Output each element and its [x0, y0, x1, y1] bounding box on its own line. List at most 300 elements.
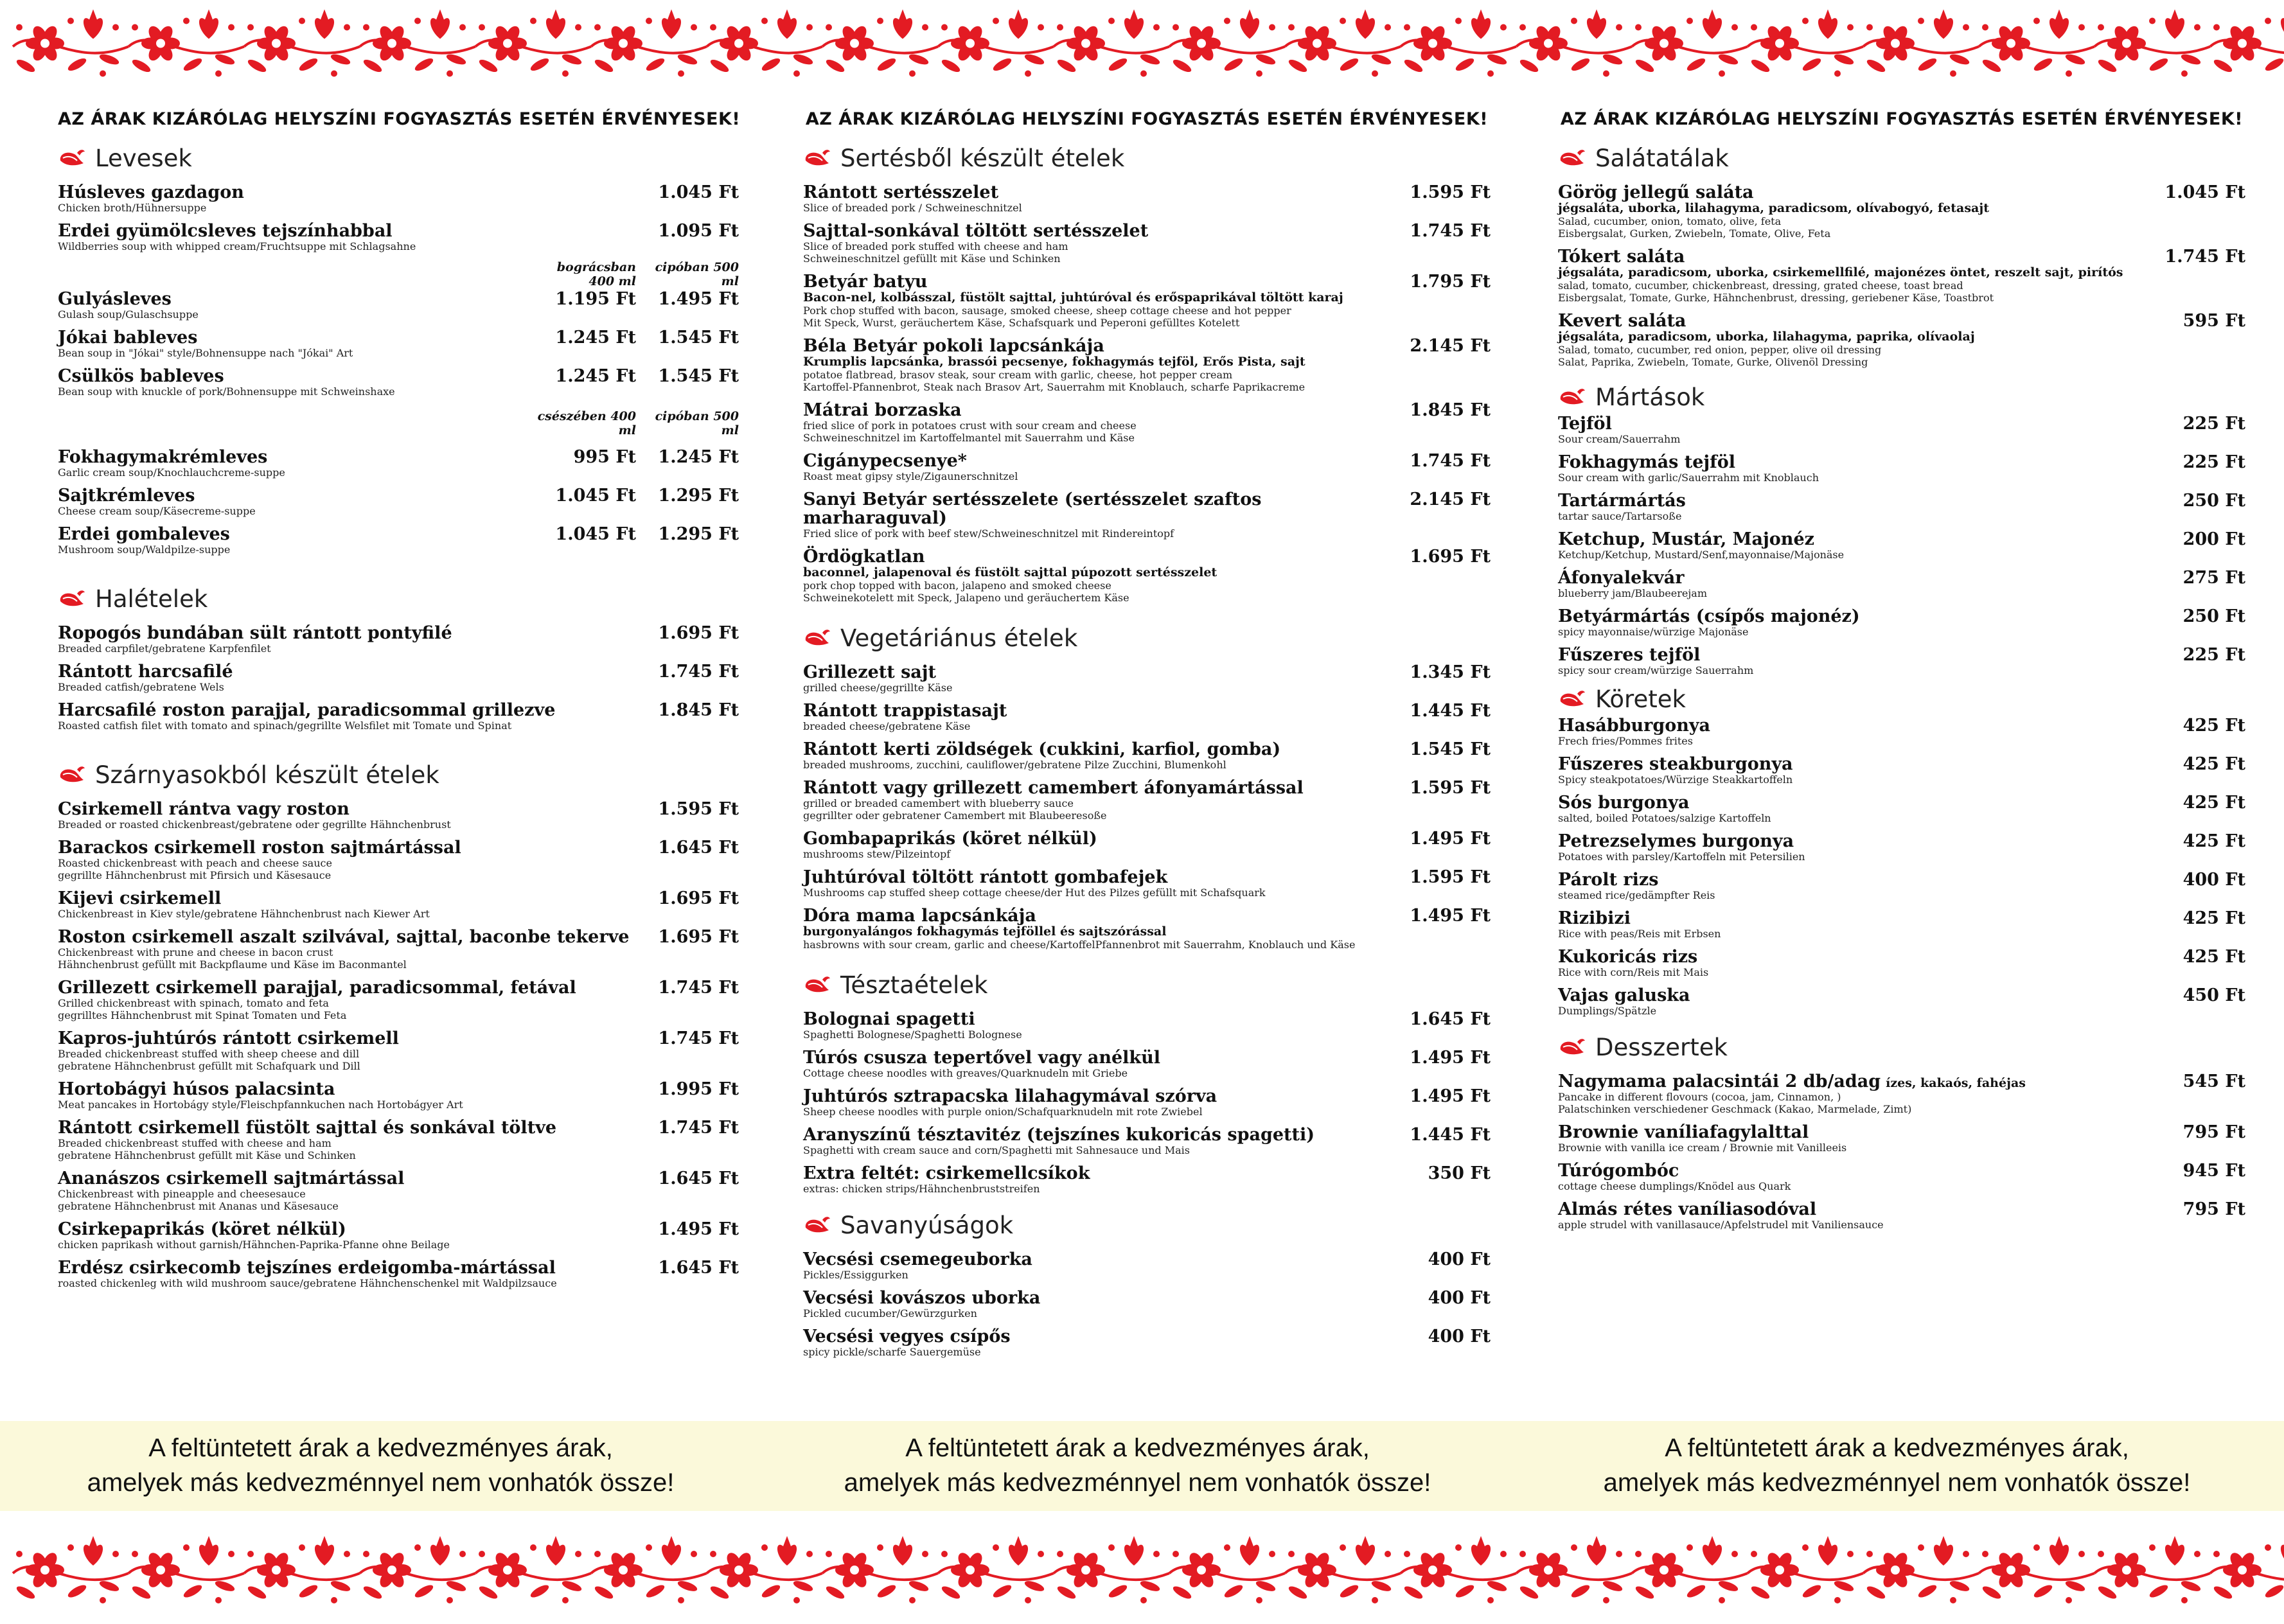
item-description: cottage cheese dumplings/Knödel aus Quark: [1558, 1180, 1791, 1192]
item-price: 225 Ft: [2182, 452, 2245, 472]
item-price: 425 Ft: [2182, 754, 2245, 774]
menu-item: [1558, 755, 2245, 786]
size-header: [58, 260, 739, 288]
item-price: 1.595 Ft: [658, 799, 739, 819]
menu-item: [1558, 414, 2245, 445]
pepper-icon: [803, 1214, 831, 1237]
item-price: 1.495 Ft: [1410, 906, 1491, 926]
item-description: salted, boiled Potatoes/salzige Kartoffeln: [1558, 812, 1771, 824]
item-price: 250 Ft: [2182, 491, 2245, 511]
item-name: Sajttal-sonkával töltött sertésszelet: [803, 221, 1149, 241]
item-price: 1.495 Ft: [1410, 1048, 1491, 1068]
section-martasok: [1558, 382, 2245, 676]
size-label: bográcsban 400 ml: [556, 260, 636, 288]
item-price: 1.245 Ft: [555, 328, 636, 348]
item-price: 1.695 Ft: [658, 623, 739, 643]
menu-item: [1558, 1200, 2245, 1231]
menu-item: [58, 1118, 739, 1161]
item-price: 400 Ft: [1428, 1249, 1491, 1269]
item-name: Nagymama palacsintái 2 db/adag ízes, kakaós, fahéjas: [1558, 1072, 2026, 1091]
item-price: 1.045 Ft: [658, 182, 739, 202]
item-name: Vajas galuska: [1558, 985, 1690, 1005]
section-title: Tésztaételek: [840, 971, 988, 999]
menu-item: [1558, 948, 2245, 978]
item-name: Vecsési vegyes csípős: [803, 1327, 1011, 1346]
section-title: Halételek: [95, 585, 208, 613]
floral-motif: [360, 1536, 475, 1603]
item-price: 1.795 Ft: [1410, 272, 1491, 292]
floral-motif: [360, 10, 475, 77]
floral-motif: [13, 1536, 128, 1603]
item-name: Extra feltét: csirkemellcsíkok: [803, 1163, 1090, 1183]
section-title: Köretek: [1595, 685, 1686, 713]
item-price: 400 Ft: [1428, 1327, 1491, 1346]
item-description: Grilled chickenbreast with spinach, tomato and feta gegrilltes Hähnchenbrust mit Spinat Tomaten und Feta: [58, 997, 347, 1021]
menu-item: [1558, 870, 2245, 901]
item-name: Fűszeres tejföl: [1558, 645, 1701, 665]
item-description: mushrooms stew/Pilzeintopf: [803, 848, 951, 860]
item-name: Cigánypecsenye*: [803, 451, 967, 471]
item-description: Breaded chickenbreast stuffed with sheep cheese and dill gebratene Hähnchenbrust gefüllt mit Schafquark und Dill: [58, 1048, 360, 1072]
section-title: Mártások: [1595, 383, 1705, 411]
item-name: Vecsési csemegeuborka: [803, 1249, 1032, 1269]
menu-item: [1558, 607, 2245, 638]
menu-item: [1558, 183, 2245, 240]
menu-item: [58, 624, 739, 655]
item-name: Rántott trappistasajt: [803, 701, 1007, 721]
menu-item: [58, 290, 739, 321]
floral-motif: [2094, 1536, 2210, 1603]
item-description: Roast meat gipsy style/Zigaunerschnitzel: [803, 470, 1018, 482]
item-description: Breaded catfish/gebratene Wels: [58, 681, 224, 693]
item-name: Fokhagymás tejföl: [1558, 452, 1736, 472]
item-ingredients: Bacon-nel, kolbásszal, füstölt sajttal, juhtúróval és erőspaprikával töltött karaj: [803, 290, 1343, 304]
item-name: Jókai bableves: [58, 328, 198, 348]
item-description: Rice with peas/Reis mit Erbsen: [1558, 928, 1721, 940]
menu-item: [803, 868, 1491, 899]
menu-item: [58, 701, 739, 732]
item-name: Sós burgonya: [1558, 793, 1690, 813]
item-description: Wildberries soup with whipped cream/Fruchtsuppe mit Schlagsahne: [58, 240, 416, 252]
pepper-icon: [803, 626, 831, 649]
item-price: 1.045 Ft: [555, 486, 636, 506]
item-price: 595 Ft: [2182, 311, 2245, 331]
pepper-icon: [58, 587, 86, 610]
menu-item: [58, 889, 739, 920]
menu-item: [1558, 1072, 2245, 1115]
menu-item: [58, 1080, 739, 1111]
item-name: Tejföl: [1558, 414, 1612, 434]
item-description: Garlic cream soup/Knochlauchcreme-suppe: [58, 466, 285, 479]
pepper-icon: [803, 973, 831, 996]
item-description: Fried slice of pork with beef stew/Schweineschnitzel mit Rindereintopf: [803, 527, 1174, 540]
item-price: 1.495 Ft: [658, 1219, 739, 1239]
item-price: 1.495 Ft: [1410, 829, 1491, 849]
item-price: 1.545 Ft: [658, 328, 739, 348]
item-description: Dumplings/Spätzle: [1558, 1005, 1657, 1017]
floral-motif: [128, 10, 244, 77]
item-price: 1.645 Ft: [658, 1258, 739, 1278]
item-description: Slice of breaded pork stuffed with cheese and ham Schweineschnitzel gefüllt mit Käse und Schinken: [803, 240, 1068, 265]
item-name: Juhtúróval töltött rántott gombafejek: [803, 867, 1168, 887]
item-price: 1.295 Ft: [658, 486, 739, 506]
item-price: 1.045 Ft: [2164, 182, 2245, 202]
item-price: 425 Ft: [2182, 908, 2245, 928]
pepper-icon: [1558, 146, 1586, 170]
floral-motif: [1516, 1536, 1632, 1603]
item-description: Chickenbreast with pineapple and cheesesauce gebratene Hähnchenbrust mit Ananas und Käsesauce: [58, 1188, 339, 1212]
item-name: Roston csirkemell aszalt szilvával, sajttal, baconbe tekerve: [58, 927, 630, 947]
item-name: Hasábburgonya: [1558, 716, 1711, 736]
item-description: Pancake in different flovours (cocoa, jam, Cinnamon, ) Palatschinken verschiedener Geschmack (Kakao, Marmelade, Zimt): [1558, 1091, 1912, 1115]
item-description: pork chop topped with bacon, jalapeno and smoked cheese Schweinekotelett mit Speck, Jalapeno und geräuchertem Käse: [803, 579, 1129, 604]
floral-motif: [707, 10, 822, 77]
item-name: Sanyi Betyár sertésszelete (sertésszelet szaftos marharaguval): [803, 490, 1262, 528]
item-description: Breaded chickenbreast stuffed with cheese and ham gebratene Hähnchenbrust gefüllt mit Käse und Schinken: [58, 1137, 356, 1161]
floral-motif: [13, 10, 128, 77]
floral-motif: [1863, 10, 1979, 77]
item-price: 795 Ft: [2182, 1199, 2245, 1219]
item-description: Bean soup with knuckle of pork/Bohnensuppe mit Schweinshaxe: [58, 385, 395, 398]
item-price: 400 Ft: [1428, 1288, 1491, 1308]
item-description: Sour cream/Sauerrahm: [1558, 433, 1681, 445]
section-salatatalak: [1558, 143, 2245, 368]
menu-item: [58, 662, 739, 693]
floral-motif: [1401, 1536, 1516, 1603]
item-price: 1.745 Ft: [658, 1028, 739, 1048]
floral-ornament-icon: [0, 0, 2284, 93]
floral-motif: [1054, 10, 1169, 77]
section-title: Levesek: [95, 144, 192, 172]
item-name: Kevert saláta: [1558, 311, 1686, 331]
menu-item: [58, 525, 739, 556]
floral-motif: [128, 1536, 244, 1603]
item-name: Erdész csirkecomb tejszínes erdeigomba-mártással: [58, 1258, 556, 1278]
ornament-border-top: [0, 0, 2284, 93]
item-ingredients: jégsaláta, paradicsom, uborka, csirkemellfilé, majonézes öntet, reszelt sajt, pirítós: [1558, 265, 2123, 279]
menu-item: [1558, 453, 2245, 484]
item-name: Gulyásleves: [58, 289, 172, 309]
menu-item: [58, 1258, 739, 1289]
item-name: Kukoricás rizs: [1558, 947, 1698, 967]
item-price: 1.295 Ft: [658, 524, 739, 544]
item-price: 1.495 Ft: [658, 289, 739, 309]
item-description: Pork chop stuffed with bacon, sausage, smoked cheese, sheep cottage cheese and hot pepper Mit Speck, Wurst, geräuchertem Käse, Schafsquark und Peperoni gefülltes Kotelett: [803, 304, 1291, 329]
menu-item: [803, 222, 1491, 265]
item-price: 795 Ft: [2182, 1122, 2245, 1142]
item-description: Potatoes with parsley/Kartoffeln mit Petersilien: [1558, 851, 1805, 863]
item-description: chicken paprikash without garnish/Hähnchen-Paprika-Pfanne ohne Beilage: [58, 1239, 450, 1251]
floral-ornament-icon: [0, 1522, 2284, 1624]
floral-motif: [1285, 1536, 1401, 1603]
pepper-icon: [1558, 385, 1586, 409]
menu-item: [58, 486, 739, 517]
menu-item: [58, 328, 739, 359]
item-description: Mushroom soup/Waldpilze-suppe: [58, 543, 231, 556]
item-price: 400 Ft: [2182, 870, 2245, 890]
item-name: Kapros-juhtúrós rántott csirkemell: [58, 1028, 399, 1048]
item-price: 425 Ft: [2182, 793, 2245, 813]
notice-text: AZ ÁRAK KIZÁRÓLAG HELYSZÍNI FOGYASZTÁS ESETÉN ÉRVÉNYESEK!: [1560, 109, 2244, 129]
section-levesek: [58, 143, 739, 556]
menu-item: [803, 1327, 1491, 1358]
floral-motif: [1748, 10, 1863, 77]
pepper-icon: [803, 146, 831, 170]
item-name: Juhtúrós sztrapacska lilahagymával szórva: [803, 1086, 1217, 1106]
item-description: Cottage cheese noodles with greaves/Quarknudeln mit Griebe: [803, 1067, 1128, 1079]
menu-item: [803, 779, 1491, 822]
item-name: Rántott csirkemell füstölt sajttal és sonkával töltve: [58, 1118, 557, 1138]
item-description: Meat pancakes in Hortobágy style/Fleischpfannkuchen nach Hortobágyer Art: [58, 1099, 463, 1111]
item-name: Hortobágyi húsos palacsinta: [58, 1079, 335, 1099]
floral-motif: [1979, 10, 2094, 77]
floral-motif: [1979, 1536, 2094, 1603]
menu-item: [1558, 832, 2245, 863]
item-name-note: ízes, kakaós, fahéjas: [1886, 1076, 2026, 1090]
floral-motif: [591, 10, 707, 77]
menu-item: [803, 1125, 1491, 1156]
item-name: Fokhagymakrémleves: [58, 447, 268, 467]
section-savanyusag: [803, 1210, 1491, 1358]
floral-motif: [707, 1536, 822, 1603]
menu-item: [803, 663, 1491, 694]
floral-motif: [2210, 10, 2284, 77]
item-name: Barackos csirkemell roston sajtmártással: [58, 838, 461, 858]
menu-item: [803, 337, 1491, 393]
item-description: Sheep cheese noodles with purple onion/Schafquarknudeln mit rote Zwiebel: [803, 1106, 1203, 1118]
size-label: cipóban 500 ml: [655, 260, 739, 288]
item-description: Pickled cucumber/Gewürzgurken: [803, 1307, 977, 1320]
item-price: 1.745 Ft: [658, 978, 739, 998]
item-description: apple strudel with vanillasauce/Apfelstrudel mit Vaniliensauce: [1558, 1219, 1884, 1231]
item-price: 200 Ft: [2182, 529, 2245, 549]
menu-item: [803, 547, 1491, 604]
item-name: Kijevi csirkemell: [58, 888, 222, 908]
menu-item: [803, 829, 1491, 860]
floral-motif: [1054, 1536, 1169, 1603]
item-name: Csirkemell rántva vagy roston: [58, 799, 350, 819]
item-description: tartar sauce/Tartarsoße: [1558, 510, 1682, 522]
item-description: Frech fries/Pommes frites: [1558, 735, 1693, 747]
pepper-icon: [1558, 1036, 1586, 1059]
item-description: Pickles/Essiggurken: [803, 1269, 908, 1281]
item-name: Húsleves gazdagon: [58, 182, 244, 202]
item-price: 945 Ft: [2182, 1161, 2245, 1181]
item-description: Roasted catfish filet with tomato and spinach/gegrillte Welsfilet mit Tomate und Spinat: [58, 719, 512, 732]
item-description: roasted chickenleg with wild mushroom sauce/gebratene Hähnchenschenkel mit Waldpilzsauce: [58, 1277, 557, 1289]
floral-motif: [1748, 1536, 1863, 1603]
item-description: Chickenbreast in Kiev style/gebratene Hähnchenbrust nach Kiewer Art: [58, 908, 430, 920]
floral-motif: [1516, 10, 1632, 77]
menu-item: [1558, 986, 2245, 1017]
pepper-icon: [58, 763, 86, 786]
floral-motif: [1632, 1536, 1748, 1603]
item-name: Petrezselymes burgonya: [1558, 831, 1794, 851]
menu-item: [1558, 569, 2245, 599]
item-price: 1.695 Ft: [658, 888, 739, 908]
item-name: Tókert saláta: [1558, 247, 1685, 267]
item-price: 1.995 Ft: [658, 1079, 739, 1099]
section-title: Desszertek: [1595, 1033, 1728, 1061]
size-label: cipóban 500 ml: [655, 409, 739, 437]
floral-motif: [2210, 1536, 2284, 1603]
item-description: Gulash soup/Gulaschsuppe: [58, 308, 199, 321]
item-name: Betyármártás (csípős majonéz): [1558, 606, 1860, 626]
item-ingredients: jégsaláta, paradicsom, uborka, lilahagyma, paprika, olívaolaj: [1558, 330, 1975, 344]
item-description: extras: chicken strips/Hähnchenbruststreifen: [803, 1183, 1040, 1195]
menu-item: [1558, 793, 2245, 824]
menu-column-1: [58, 109, 739, 1318]
menu-item: [803, 1289, 1491, 1320]
item-description: Chicken broth/Hühnersuppe: [58, 202, 207, 214]
disclaimer-text: A feltüntetett árak a kedvezményes árak, amelyek más kedvezménnyel nem vonhatók össze!: [844, 1434, 1431, 1497]
disclaimer-text: A feltüntetett árak a kedvezményes árak, amelyek más kedvezménnyel nem vonhatók össze!: [1603, 1434, 2191, 1497]
item-price: 1.845 Ft: [1410, 400, 1491, 420]
menu-item: [803, 906, 1491, 951]
item-name: Rántott harcsafilé: [58, 662, 233, 682]
menu-item: [803, 490, 1491, 540]
menu-item: [1558, 646, 2245, 676]
item-name: Görög jellegű saláta: [1558, 182, 1754, 202]
item-description: Roasted chickenbreast with peach and cheese sauce gegrillte Hähnchenbrust mit Pfirsich und Käsesauce: [58, 857, 332, 881]
item-description: Brownie with vanilla ice cream / Brownie mit Vanilleeis: [1558, 1142, 1847, 1154]
menu-item: [58, 800, 739, 831]
menu-item: [1558, 909, 2245, 940]
item-price: 545 Ft: [2182, 1072, 2245, 1091]
item-description: Chickenbreast with prune and cheese in bacon crust Hähnchenbrust gefüllt mit Backpflaume und Käse im Baconmantel: [58, 946, 407, 971]
item-name: Csülkös bableves: [58, 366, 224, 386]
item-name: Aranyszínű tésztavitéz (tejszínes kukoricás spagetti): [803, 1125, 1315, 1145]
item-description: Spaghetti Bolognese/Spaghetti Bolognese: [803, 1028, 1022, 1041]
floral-motif: [1169, 1536, 1285, 1603]
menu-item: [803, 1048, 1491, 1079]
item-description: Spaghetti with cream sauce and corn/Spaghetti mit Sahnesauce und Mais: [803, 1144, 1190, 1156]
item-description: Breaded carpfilet/gebratene Karpfenfilet: [58, 642, 271, 655]
floral-motif: [822, 10, 938, 77]
notice-text: AZ ÁRAK KIZÁRÓLAG HELYSZÍNI FOGYASZTÁS ESETÉN ÉRVÉNYESEK!: [58, 109, 741, 129]
floral-motif: [1401, 10, 1516, 77]
floral-motif: [938, 1536, 1054, 1603]
menu-item: [1558, 312, 2245, 368]
item-name: Grillezett sajt: [803, 662, 937, 682]
item-price: 275 Ft: [2182, 568, 2245, 588]
section-tesztaetelek: [803, 970, 1491, 1195]
item-ingredients: jégsaláta, uborka, lilahagyma, paradicsom, olívabogyó, fetasajt: [1558, 201, 1989, 215]
item-price: 1.345 Ft: [1410, 662, 1491, 682]
floral-motif: [1169, 10, 1285, 77]
item-price: 425 Ft: [2182, 947, 2245, 967]
item-description: Cheese cream soup/Käsecreme-suppe: [58, 505, 256, 517]
item-price: 1.745 Ft: [2164, 247, 2245, 267]
size-header: [58, 409, 739, 437]
item-name: Betyár batyu: [803, 272, 928, 292]
item-name: Ördögkatlan: [803, 547, 925, 567]
floral-motif: [822, 1536, 938, 1603]
item-name: Túrógombóc: [1558, 1161, 1679, 1181]
menu-item: [58, 838, 739, 881]
section-vegetarianus: [803, 623, 1491, 951]
item-description: fried slice of pork in potatoes crust with sour cream and cheese Schweineschnitzel im Kartoffelmantel mit Sauerrahm und Käse: [803, 419, 1137, 444]
menu-item: [803, 401, 1491, 444]
menu-item: [803, 1250, 1491, 1281]
floral-motif: [244, 1536, 360, 1603]
disclaimer-text: A feltüntetett árak a kedvezményes árak, amelyek más kedvezménnyel nem vonhatók össze!: [87, 1434, 675, 1497]
section-desszertek: [1558, 1032, 2245, 1231]
menu-item: [803, 1087, 1491, 1118]
item-name: Túrós csusza tepertővel vagy anélkül: [803, 1048, 1161, 1068]
size-label: csészében 400 ml: [537, 409, 636, 437]
item-price: 250 Ft: [2182, 606, 2245, 626]
item-name: Sajtkrémleves: [58, 486, 195, 506]
item-ingredients: burgonyalángos fokhagymás tejföllel és sajtszórással: [803, 924, 1167, 939]
item-price: 1.645 Ft: [658, 838, 739, 858]
section-koretek: [1558, 684, 2245, 1017]
menu-item: [1558, 530, 2245, 561]
section-title: Vegetáriánus ételek: [840, 624, 1078, 652]
item-description: spicy mayonnaise/würzige Majonäse: [1558, 626, 1749, 638]
item-description: spicy sour cream/würzige Sauerrahm: [1558, 664, 1754, 676]
item-price: 425 Ft: [2182, 831, 2245, 851]
item-description: grilled cheese/gegrillte Käse: [803, 682, 953, 694]
item-name: Harcsafilé roston parajjal, paradicsommal grillezve: [58, 700, 556, 720]
menu-column-2: [803, 109, 1491, 1386]
item-price: 1.695 Ft: [658, 927, 739, 947]
item-name: Áfonyalekvár: [1558, 568, 1685, 588]
item-description: Mushrooms cap stuffed sheep cottage cheese/der Hut des Pilzes gefüllt mit Schafsquark: [803, 887, 1266, 899]
item-price: 1.745 Ft: [658, 662, 739, 682]
item-name: Fűszeres steakburgonya: [1558, 754, 1793, 774]
menu-item: [1558, 491, 2245, 522]
item-price: 1.545 Ft: [1410, 739, 1491, 759]
item-price: 350 Ft: [1428, 1163, 1491, 1183]
floral-motif: [475, 10, 591, 77]
item-name: Erdei gyümölcsleves tejszínhabbal: [58, 221, 393, 241]
item-price: 1.445 Ft: [1410, 701, 1491, 721]
item-price: 1.245 Ft: [658, 447, 739, 467]
item-price: 1.695 Ft: [1410, 547, 1491, 567]
menu-item: [58, 1220, 739, 1251]
menu-column-3: [1558, 109, 2245, 1259]
item-name: Mátrai borzaska: [803, 400, 962, 420]
menu-item: [58, 928, 739, 971]
floral-motif: [1285, 10, 1401, 77]
item-description: Salad, cucumber, onion, tomato, olive, feta Eisbergsalat, Gurken, Zwiebeln, Tomate, Olive, Feta: [1558, 215, 1831, 240]
section-sertes: [803, 143, 1491, 604]
menu-item: [58, 448, 739, 479]
item-price: 1.595 Ft: [1410, 867, 1491, 887]
menu-item: [58, 978, 739, 1021]
menu-item: [803, 702, 1491, 732]
floral-motif: [1632, 10, 1748, 77]
menu-item: [58, 183, 739, 214]
item-description: potatoe flatbread, brasov steak, sour cream with garlic, cheese, hot pepper cream Kartoffel-Pfannenbrot, Steak nach Brasov Art, Sauerrahm mit Knoblauch, scharfe Paprikacreme: [803, 369, 1306, 393]
item-price: 1.245 Ft: [555, 366, 636, 386]
item-name: Gombapaprikás (köret nélkül): [803, 829, 1097, 849]
section-haletelek: [58, 584, 739, 732]
item-name: Bolognai spagetti: [803, 1009, 975, 1029]
item-price: 225 Ft: [2182, 414, 2245, 434]
item-price: 2.145 Ft: [1410, 336, 1491, 356]
item-name: Vecsési kovászos uborka: [803, 1288, 1041, 1308]
menu-item: [58, 1169, 739, 1212]
item-price: 1.445 Ft: [1410, 1125, 1491, 1145]
item-price: 425 Ft: [2182, 716, 2245, 736]
menu-item: [803, 740, 1491, 771]
menu-item: [58, 367, 739, 398]
item-name: Grillezett csirkemell parajjal, paradicsommal, fetával: [58, 978, 576, 998]
item-price: 1.645 Ft: [1410, 1009, 1491, 1029]
item-price: 1.745 Ft: [658, 1118, 739, 1138]
